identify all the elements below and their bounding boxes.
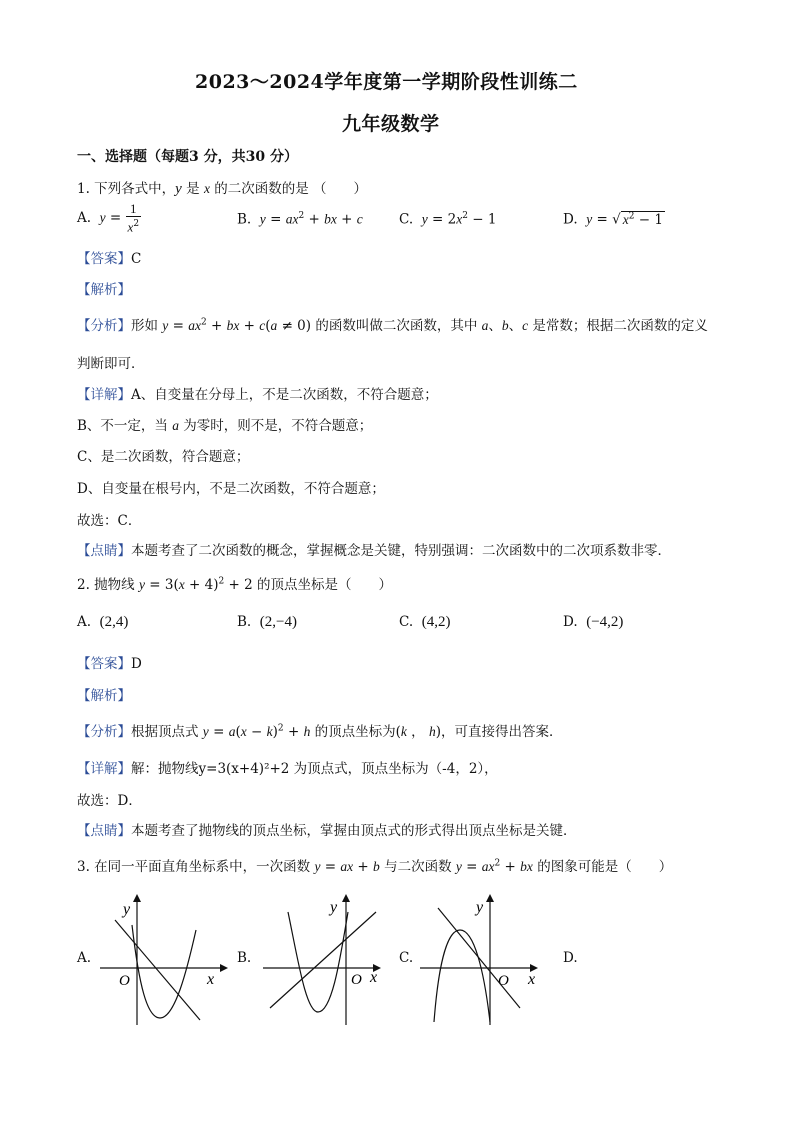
y-axis-arrow — [342, 894, 350, 902]
q1-fenxi-line2: 判断即可． — [77, 356, 145, 372]
answer-tag: 【答案】 — [77, 656, 131, 672]
q3-option-b-label: B. — [237, 950, 252, 966]
q1-fenxi-line1: 【分析】形如 $y = ax^2$ + bx + c(a ≠ 0) 的函数叫做二次函数，其中 a、b、c 是常数；根据二次函数的定义 — [77, 317, 708, 334]
fenxi-tag: 【分析】 — [77, 318, 131, 334]
q2-fenxi: 【分析】根据顶点式 $y = a(x - k)^2 + h$ 的顶点坐标为(k ， h)，可直接得出答案． — [77, 723, 563, 740]
q3-option-a-label: A. — [77, 950, 92, 966]
y-axis-label: y — [123, 901, 131, 918]
x-axis-label: x — [370, 969, 378, 986]
q3-graph-a — [95, 890, 230, 1030]
dianjing-tag: 【点睛】 — [77, 823, 131, 839]
straight-line — [270, 912, 376, 1008]
x-axis-arrow — [220, 964, 228, 972]
q1-stem: 1. 下列各式中，y 是 x 的二次函数的是 （ ） — [77, 181, 368, 197]
q3-stem: 3. 在同一平面直角坐标系中，一次函数 y = ax + b 与二次函数 $y = ax^2$ + bx 的图象可能是（ ） — [77, 858, 673, 875]
x-axis-label: x — [207, 971, 215, 988]
q2-option-a: A. (2,4) — [77, 614, 129, 630]
q3-graph-b — [258, 890, 393, 1030]
straight-line — [438, 908, 520, 1008]
q1-option-b: B. $y = ax^2$ + bx + c — [237, 211, 363, 228]
y-axis-arrow — [133, 894, 141, 902]
q1-option-a: A. y = $\frac{1}{x^2}$ — [77, 201, 140, 235]
q3-option-c-label: C. — [399, 950, 414, 966]
q1-detail-1: 【详解】A、自变量在分母上，不是二次函数，不符合题意； — [77, 387, 438, 403]
section-heading: 一、选择题（每题3 分，共30 分） — [77, 149, 298, 165]
dianjing-tag: 【点睛】 — [77, 543, 131, 559]
q2-choose: 故选：D． — [77, 793, 142, 809]
q1-option-d: D. y = √ $x^2 - 1$ — [563, 211, 663, 228]
q1-detail-3: C、是二次函数，符合题意； — [77, 449, 250, 465]
origin-label: O — [119, 973, 130, 989]
q2-option-d: D. (−4,2) — [563, 614, 624, 630]
q2-detail: 【详解】解：抛物线y=3(x+4)²+2 为顶点式，顶点坐标为（-4，2）， — [77, 761, 498, 777]
parabola-curve — [288, 912, 348, 1012]
q1-dianjing: 【点睛】本题考查了二次函数的概念，掌握概念是关键，特别强调：二次函数中的二次项系数非零． — [77, 543, 671, 559]
q2-answer — [77, 652, 142, 672]
q1-answer-value: C — [131, 251, 142, 267]
q1-analysis-tag: 【解析】 — [77, 282, 131, 298]
q1-detail-5: 故选：C． — [77, 513, 142, 529]
y-axis-arrow — [486, 894, 494, 902]
q2-option-b: B. (2,−4) — [237, 614, 297, 630]
q1-detail-2: B、不一定，当 a 为零时，则不是，不符合题意； — [77, 418, 373, 434]
xiangjie-tag: 【详解】 — [77, 761, 131, 777]
origin-label: O — [498, 973, 509, 989]
exam-title: 2023～2024学年度第一学期阶段性训练二 — [195, 71, 578, 93]
straight-line — [115, 920, 200, 1020]
q3-option-d-label: D. — [563, 950, 578, 966]
y-axis-label: y — [330, 899, 338, 916]
answer-tag: 【答案】 — [77, 251, 131, 267]
q2-analysis-tag: 【解析】 — [77, 688, 131, 704]
x-axis-label: x — [528, 971, 536, 988]
y-axis-label: y — [476, 899, 484, 916]
q2-dianjing: 【点睛】本题考查了抛物线的顶点坐标，掌握由顶点式的形式得出顶点坐标是关键． — [77, 823, 577, 839]
q1-detail-4: D、自变量在根号内，不是二次函数，不符合题意； — [77, 481, 385, 497]
exam-subtitle: 九年级数学 — [342, 113, 440, 135]
parabola-curve — [434, 930, 490, 1022]
q2-stem: 2. 抛物线 $y = 3(x + 4)^2 + 2$ 的顶点坐标是（ ） — [77, 576, 392, 593]
q1-option-c: C. $y = 2x^2 - 1$ — [399, 211, 497, 228]
q1-answer — [77, 247, 141, 267]
origin-label: O — [351, 972, 362, 988]
xiangjie-tag: 【详解】 — [77, 387, 131, 403]
q2-answer-value: D — [131, 656, 142, 672]
q3-graph-c — [420, 890, 555, 1030]
fenxi-tag: 【分析】 — [77, 724, 131, 740]
q2-option-c: C. (4,2) — [399, 614, 451, 630]
